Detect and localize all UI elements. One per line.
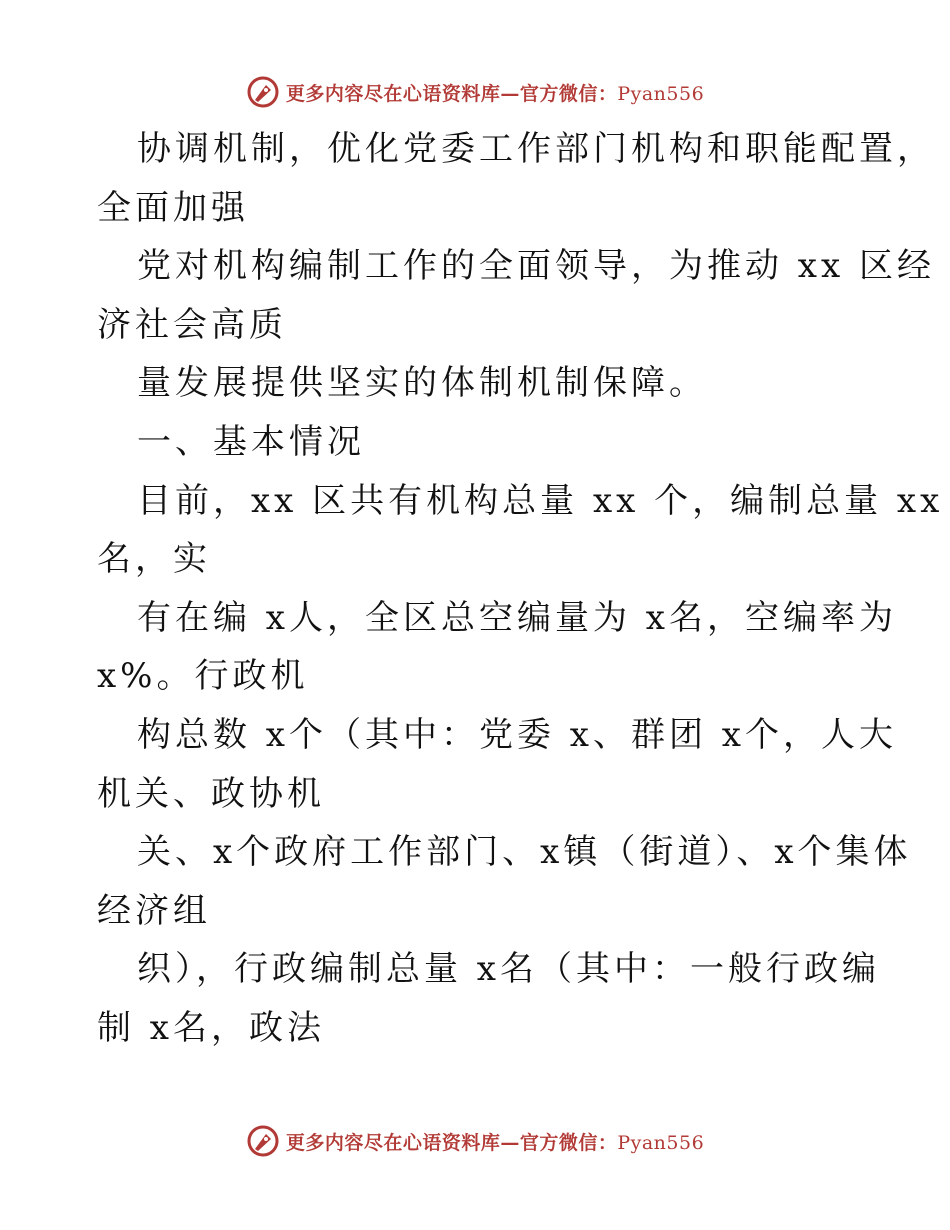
body-line: 经济组 bbox=[97, 890, 211, 931]
body-line: 量发展提供坚实的体制机制保障。 bbox=[137, 363, 707, 404]
section-heading: 一、基本情况 bbox=[137, 421, 365, 462]
body-line: 党对机构编制工作的全面领导，为推动 xx 区经 bbox=[137, 246, 935, 287]
document-body bbox=[97, 120, 944, 1058]
body-line: 织），行政编制总量 x名（其中：一般行政编 bbox=[137, 949, 880, 990]
footer-wechat-id: Pyan556 bbox=[617, 1131, 705, 1154]
header-banner bbox=[0, 72, 950, 112]
footer-banner bbox=[0, 1121, 950, 1161]
pen-nib-logo-icon bbox=[246, 1124, 280, 1158]
body-line: 有在编 x人，全区总空编量为 x名，空编率为 bbox=[137, 597, 897, 638]
footer-banner-text: 更多内容尽在心语资料库—官方微信：Pyan556 bbox=[285, 1131, 705, 1154]
body-line: 全面加强 bbox=[97, 187, 249, 228]
body-line: 关、x个政府工作部门、x镇（街道）、x个集体 bbox=[137, 832, 912, 873]
header-banner-text: 更多内容尽在心语资料库—官方微信：Pyan556 bbox=[285, 82, 705, 105]
body-line: 名，实 bbox=[97, 539, 211, 580]
body-line: 制 x名，政法 bbox=[97, 1007, 325, 1048]
body-line: 济社会高质 bbox=[97, 304, 287, 345]
body-line: x%。行政机 bbox=[97, 656, 309, 697]
body-line: 构总数 x个（其中：党委 x、群团 x个，人大 bbox=[137, 714, 897, 755]
body-line: 协调机制，优化党委工作部门机构和职能配置， bbox=[137, 129, 935, 169]
pen-nib-logo-icon bbox=[246, 75, 280, 109]
body-line: 机关、政协机 bbox=[97, 773, 325, 814]
body-line: 目前，xx 区共有机构总量 xx 个，编制总量 xx bbox=[137, 480, 944, 521]
header-wechat-id: Pyan556 bbox=[617, 82, 705, 105]
